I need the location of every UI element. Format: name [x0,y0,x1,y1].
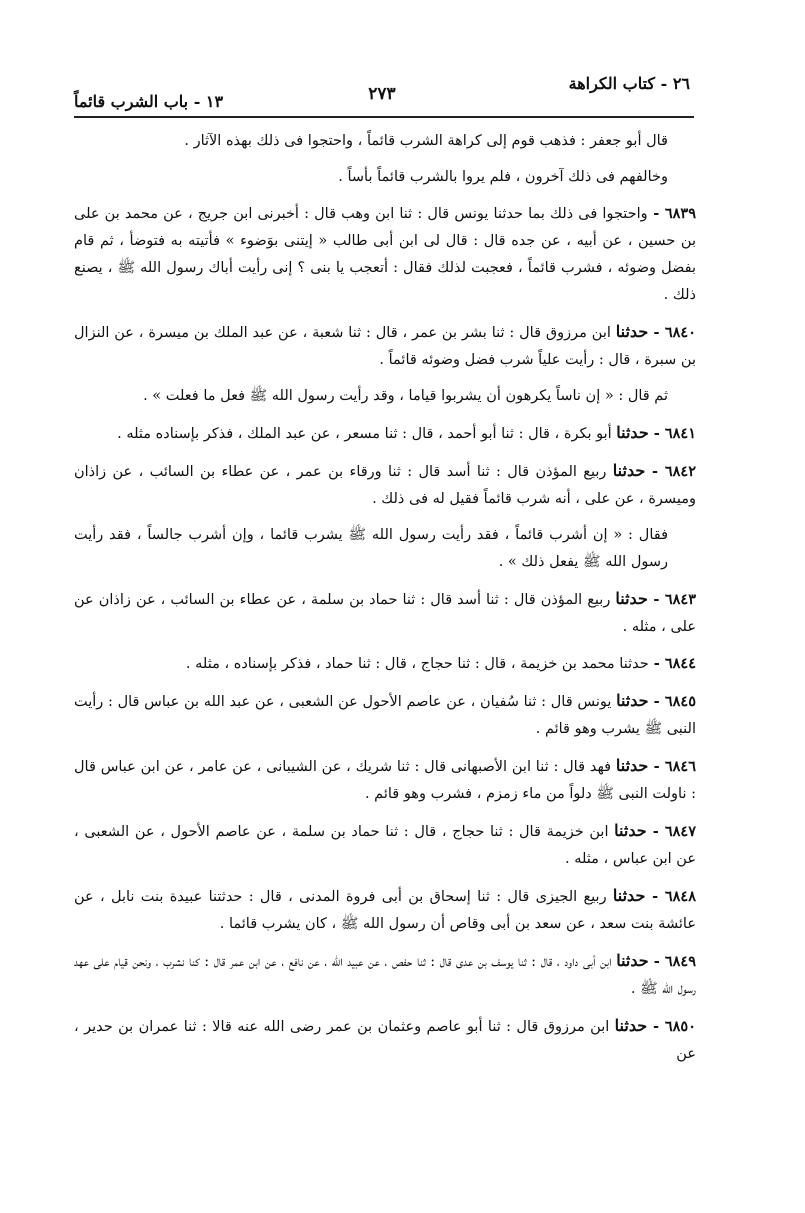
hadith-number: ٦٨٤٢ - [645,463,696,480]
hadith-paragraph [74,200,696,309]
hadith-paragraph [74,318,696,374]
hadith-paragraph [74,585,696,641]
hadith-paragraph [74,752,696,808]
hadith-text: واحتجوا فى ذلك بما حدثنا يونس قال : ثنا ابن وهب قال : أخبرنى ابن جريج ، عن محمد بن على بن حسين ، عن أبيه ، عن جده قال : قال لى ابن أبى طالب « إيتنى بوَضوء » فأتيته به فتوضأ ، ثم قام بفضل وضوئه ، فشرب قائماً ، فعجبت لذلك فقال : أتعجب يا بنى ؟ إنى رأيت أباك رسول الله ﷺ ، يصنع ذلك . [74,206,696,303]
chapter-title: ٢٦ - كتاب الكراهة [568,74,690,93]
hadith-paragraph [74,419,696,448]
hadith-paragraph [74,1012,696,1068]
hadith-text: أبو بكرة ، قال : ثنا أبو أحمد ، قال : ثنا مسعر ، عن عبد الملك ، فذكر بإسناده مثله . [117,426,617,442]
hadith-text: ربيع المؤذن قال : ثنا أسد قال : ثنا حماد بن سلمة ، عن عطاء بن السائب ، عن زاذان عن على ، مثله . [74,592,696,635]
hadith-number: ٦٨٤٥ - [648,693,696,710]
hadith-text: حدثنا محمد بن خزيمة ، قال : ثنا حجاج ، قال : ثنا حماد ، فذكر بإسناده ، مثله . [185,656,649,672]
hadith-number: ٦٨٤٩ - [648,953,696,970]
hadith-text: قال أبو جعفر : فذهب قوم إلى كراهة الشرب قائماً ، واحتجوا فى ذلك بهذه الآثار . [184,133,668,149]
page-header [74,72,690,112]
hadith-number: ٦٨٤٤ - [648,655,696,672]
hadith-number: ٦٨٤٣ - [647,591,696,608]
haddathana-keyword: حدثنا [616,951,649,970]
hadith-paragraph [74,164,696,191]
haddathana-keyword: حدثنا [615,756,649,775]
haddathana-keyword: حدثنا [615,322,649,341]
haddathana-keyword: حدثنا [612,461,646,480]
hadith-text: ربيع المؤذن قال : ثنا أسد قال : ثنا ورقاء بن عمر ، عن عطاء بن السائب ، عن زاذان وميسرة ، عن على ، أنه شرب قائماً فقيل له فى ذلك . [74,464,696,507]
hadith-text: ربيع الجيزى قال : ثنا إسحاق بن أبى فروة المدنى ، قال : حدثتنا عبيدة بنت نابل ، عن عائشة بنت سعد ، عن سعد بن أبى وقاص أن رسول الله ﷺ ، كان يشرب قائما . [74,889,696,932]
hadith-paragraph [74,947,696,1003]
hadith-number: ٦٨٤١ - [648,425,696,442]
hadith-number: ٦٨٤٦ - [648,758,696,775]
hadith-text: يونس قال : ثنا سُفيان ، عن عاصم الأحول عن الشعبى ، عن عبد الله بن عباس قال : رأيت النبى ﷺ يشرب وهو قائم . [74,694,696,737]
hadith-text: ابن أبى داود ، قال : ثنا يوسف بن عدى قال : ثنا حفص ، عن عبيد الله ، عن نافع ، عن ابن عمر قال : كنا نشرب ، ونحن قيام على عهد رسول الله ﷺ . [74,954,696,997]
haddathana-keyword: حدثنا [616,423,649,442]
hadith-text: ثم قال : « إن ناساً يكرهون أن يشربوا قياما ، وقد رأيت رسول الله ﷺ فعل ما فعلت » . [143,388,668,404]
hadith-text: وخالفهم فى ذلك آخرون ، فلم يروا بالشرب قائماً بأساً . [338,169,668,185]
section-title: ١٣ - باب الشرب قائماً [74,92,224,111]
hadith-paragraph [74,650,696,678]
page-number: ٢٧٣ [368,84,396,104]
page-body [74,128,696,1077]
hadith-paragraph [74,383,696,410]
hadith-number: ٦٨٥٠ - [647,1018,696,1035]
hadith-paragraph [74,522,696,576]
haddathana-keyword: حدثنا [614,821,647,840]
hadith-text: ابن خزيمة قال : ثنا حجاج ، قال : ثنا حماد بن سلمة ، عن عاصم الأحول ، عن الشعبى ، عن ابن عباس ، مثله . [74,824,696,867]
haddathana-keyword: حدثنا [615,589,648,608]
hadith-number: ٦٨٤٨ - [645,888,697,905]
hadith-paragraph [74,817,696,873]
hadith-number: ٦٨٤٠ - [648,324,696,341]
hadith-text: ابن مرزوق قال : ثنا بشر بن عمر ، قال : ثنا شعبة ، عن عبد الملك بن ميسرة ، عن النزال بن سبرة ، قال : رأيت علياً شرب فضل وضوئه قائماً . [74,325,696,368]
haddathana-keyword: حدثنا [612,886,646,905]
hadith-paragraph [74,882,696,938]
hadith-paragraph [74,457,696,513]
hadith-text: فقال : « إن أشرب قائماً ، فقد رأيت رسول الله ﷺ يشرب قائما ، وإن أشرب جالساً ، فقد رأيت رسول الله ﷺ يفعل ذلك » . [74,527,668,570]
hadith-text: فهد قال : ثنا ابن الأصبهانى قال : ثنا شريك ، عن الشيبانى ، عن عامر ، عن ابن عباس قال : ناولت النبى ﷺ دلواً من ماء زمزم ، فشرب وهو قائم . [74,759,696,802]
header-divider [74,116,694,118]
haddathana-keyword: حدثنا [616,691,649,710]
hadith-text: ابن مرزوق قال : ثنا أبو عاصم وعثمان بن عمر رضى الله عنه قالا : ثنا عمران بن حدير ، عن [74,1019,696,1062]
hadith-paragraph [74,128,696,155]
hadith-paragraph [74,687,696,743]
hadith-number: ٦٨٣٩ - [647,205,696,222]
hadith-number: ٦٨٤٧ - [646,823,696,840]
haddathana-keyword: حدثنا [614,1016,648,1035]
